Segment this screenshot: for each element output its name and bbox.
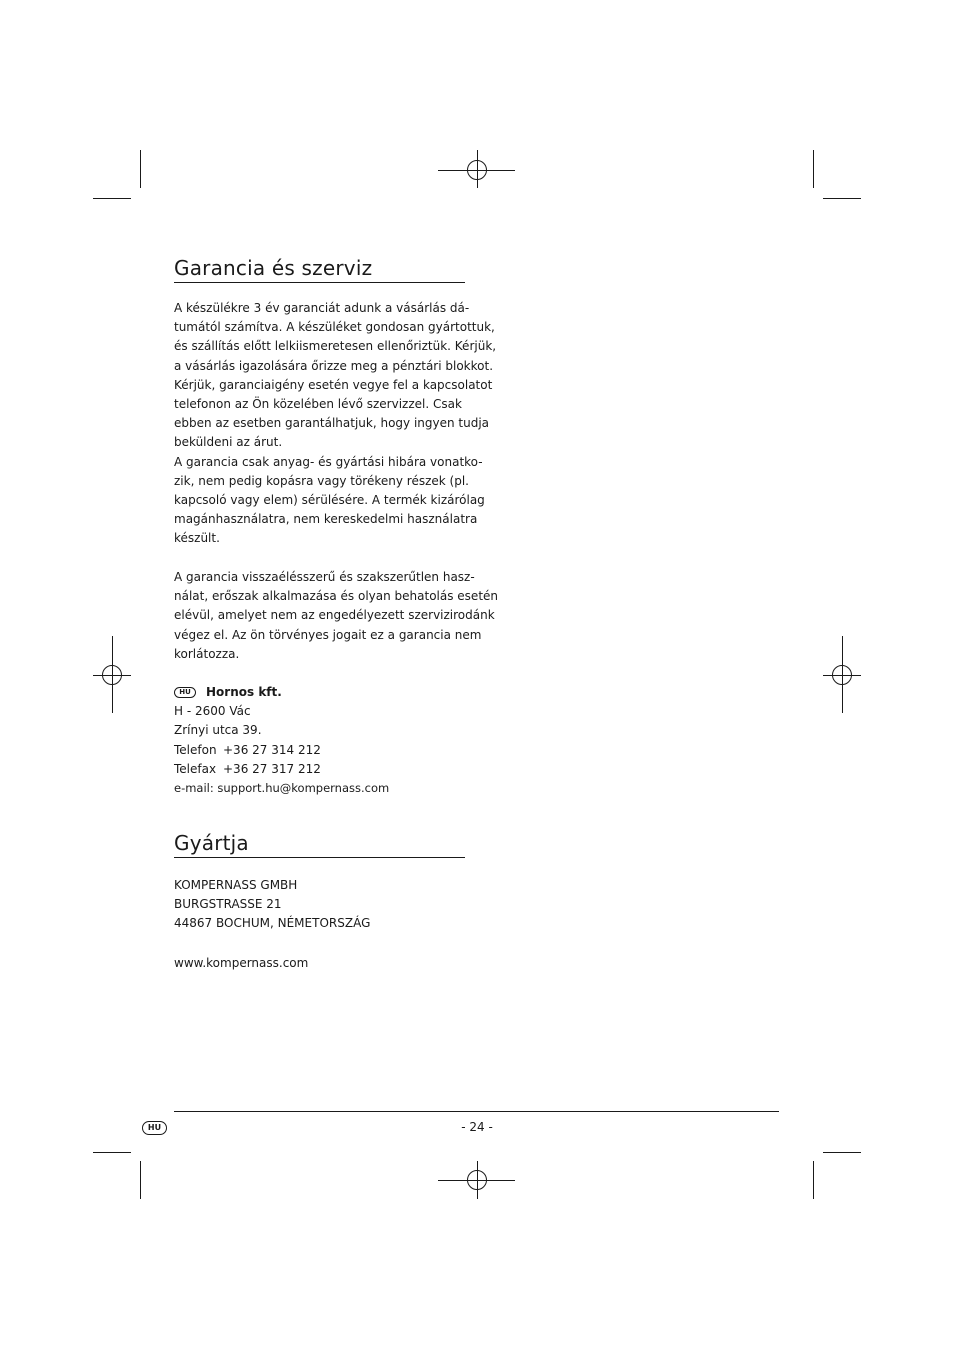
crop-mark xyxy=(93,198,131,199)
manufacturer-address: KOMPERNASS GMBH BURGSTRASSE 21 44867 BOCHUM, NÉMETORSZÁG xyxy=(174,878,371,931)
warranty-paragraph-2: A garancia visszaélésszerű és szakszerűtlen hasz- nálat, erőszak alkalmazása és olyan behatolás esetén elévül, amelyet nem az engedélyezett szervizirodánk végez el. Az ön törvényes jogait ez a garancia nem korlátozza. xyxy=(174,570,499,661)
footer-country-badge: HU xyxy=(142,1121,167,1135)
registration-circle xyxy=(102,665,122,685)
service-fax: Telefax +36 27 317 212 xyxy=(174,761,321,776)
service-phone: Telefon +36 27 314 212 xyxy=(174,742,321,757)
service-company: Hornos kft. xyxy=(206,685,282,699)
service-company-line xyxy=(174,683,474,702)
crop-mark xyxy=(93,1152,131,1153)
footer-divider xyxy=(174,1111,779,1112)
crop-mark xyxy=(823,1152,861,1153)
registration-circle xyxy=(467,1170,487,1190)
manufacturer-website: www.kompernass.com xyxy=(174,956,309,970)
service-email: e-mail: support.hu@kompernass.com xyxy=(174,780,390,795)
service-street: Zrínyi utca 39. xyxy=(174,723,262,738)
service-city: H - 2600 Vác xyxy=(174,704,251,719)
service-address xyxy=(174,683,474,798)
crop-mark xyxy=(823,198,861,199)
registration-circle xyxy=(832,665,852,685)
warranty-paragraph-1: A készülékre 3 év garanciát adunk a vásárlás dá- tumától számítva. A készüléket gondosan gyártottuk, és szállítás előtt lelkiismeretesen ellenőriztük. Kérjük, a vásárlás igazolására őrizze meg a pénztári blokkot. Kérjük, garanciaigény esetén vegye fel a kapcsolatot telefonon az Ön közelében lévő szervizzel. Csak ebben az esetben garantálhatjuk, hogy ingyen tudja beküldeni az árut. A garancia csak anyag- és gyártási hibára vonatko- zik, nem pedig kopásra vagy törékeny részek (pl. kapcsoló vagy elem) sérülésére. A termék kizárólag magánhasználatra, nem kereskedelmi használatra készült. xyxy=(174,301,497,546)
crop-mark xyxy=(140,1161,141,1199)
crop-mark xyxy=(813,1161,814,1199)
country-badge: HU xyxy=(174,687,196,698)
registration-circle xyxy=(467,160,487,180)
crop-mark xyxy=(813,150,814,188)
page-number: - 24 - xyxy=(461,1120,493,1134)
crop-mark xyxy=(140,150,141,188)
warranty-heading: Garancia és szerviz xyxy=(174,256,465,283)
manufacturer-heading: Gyártja xyxy=(174,831,465,858)
